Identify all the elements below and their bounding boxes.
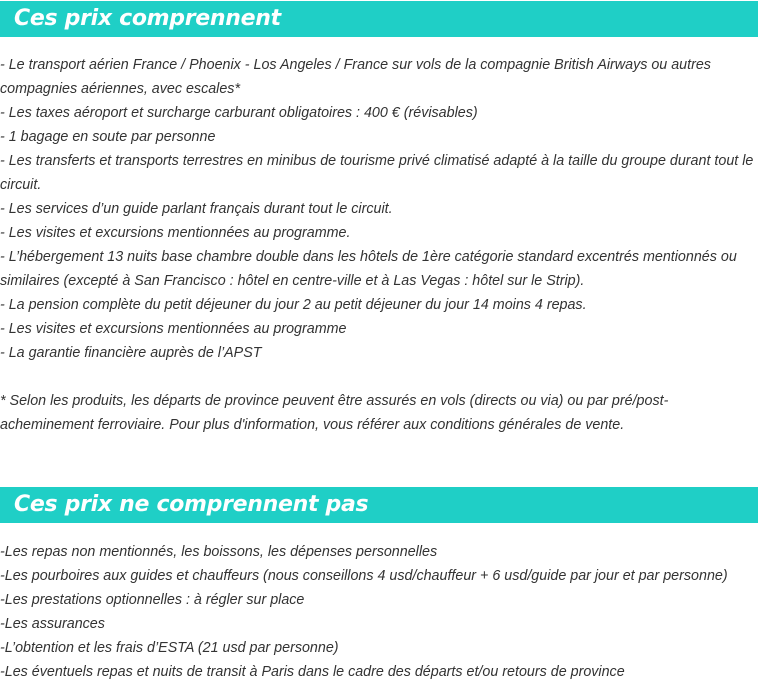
included-item-taxes: - Les taxes aéroport et surcharge carburant obligatoires : 400 € (révisables) — [0, 105, 478, 121]
excluded-item-transit: -Les éventuels repas et nuits de transit à Paris dans le cadre des départs et/ou retours de province — [0, 664, 625, 680]
excluded-item-optional: -Les prestations optionnelles : à régler sur place — [0, 592, 305, 608]
included-item-visits: - Les visites et excursions mentionnées au programme. — [0, 225, 351, 241]
excluded-list — [0, 540, 758, 684]
included-item-guarantee: - La garantie financière auprès de l’APST — [0, 345, 262, 361]
included-item-accommodation: - L’hébergement 13 nuits base chambre double dans les hôtels de 1ère catégorie standard excentrés mentionnés ou similaires (excepté à San Francisco : hôtel en centre-ville et à Las Vegas : hôtel sur le Strip). — [0, 249, 737, 289]
included-footnote — [0, 389, 758, 437]
included-section-title: Ces prix comprennent — [0, 1, 758, 37]
excluded-item-tips: -Les pourboires aux guides et chauffeurs (nous conseillons 4 usd/chauffeur + 6 usd/guide par jour et par personne) — [0, 568, 728, 584]
excluded-item-esta: -L’obtention et les frais d’ESTA (21 usd par personne) — [0, 640, 339, 656]
excluded-section-title: Ces prix ne comprennent pas — [0, 487, 758, 523]
included-item-visits-2: - Les visites et excursions mentionnées au programme — [0, 321, 347, 337]
excluded-item-meals: -Les repas non mentionnés, les boissons, les dépenses personnelles — [0, 544, 438, 560]
excluded-item-insurance: -Les assurances — [0, 616, 105, 632]
included-item-meals: - La pension complète du petit déjeuner du jour 2 au petit déjeuner du jour 14 moins 4 repas. — [0, 297, 587, 313]
footnote-text: * Selon les produits, les départs de province peuvent être assurés en vols (directs ou via) ou par pré/post-acheminement ferroviaire. Pour plus d'information, vous référer aux conditions générales de vente. — [0, 393, 669, 433]
included-item-baggage: - 1 bagage en soute par personne — [0, 129, 216, 145]
included-item-transfers: - Les transferts et transports terrestres en minibus de tourisme privé climatisé adapté à la taille du groupe durant tout le circuit. — [0, 153, 754, 193]
included-list — [0, 53, 758, 365]
included-item-air-transport: - Le transport aérien France / Phoenix - Los Angeles / France sur vols de la compagnie British Airways ou autres compagnies aériennes, avec escales* — [0, 57, 711, 97]
included-item-guide: - Les services d’un guide parlant français durant tout le circuit. — [0, 201, 393, 217]
